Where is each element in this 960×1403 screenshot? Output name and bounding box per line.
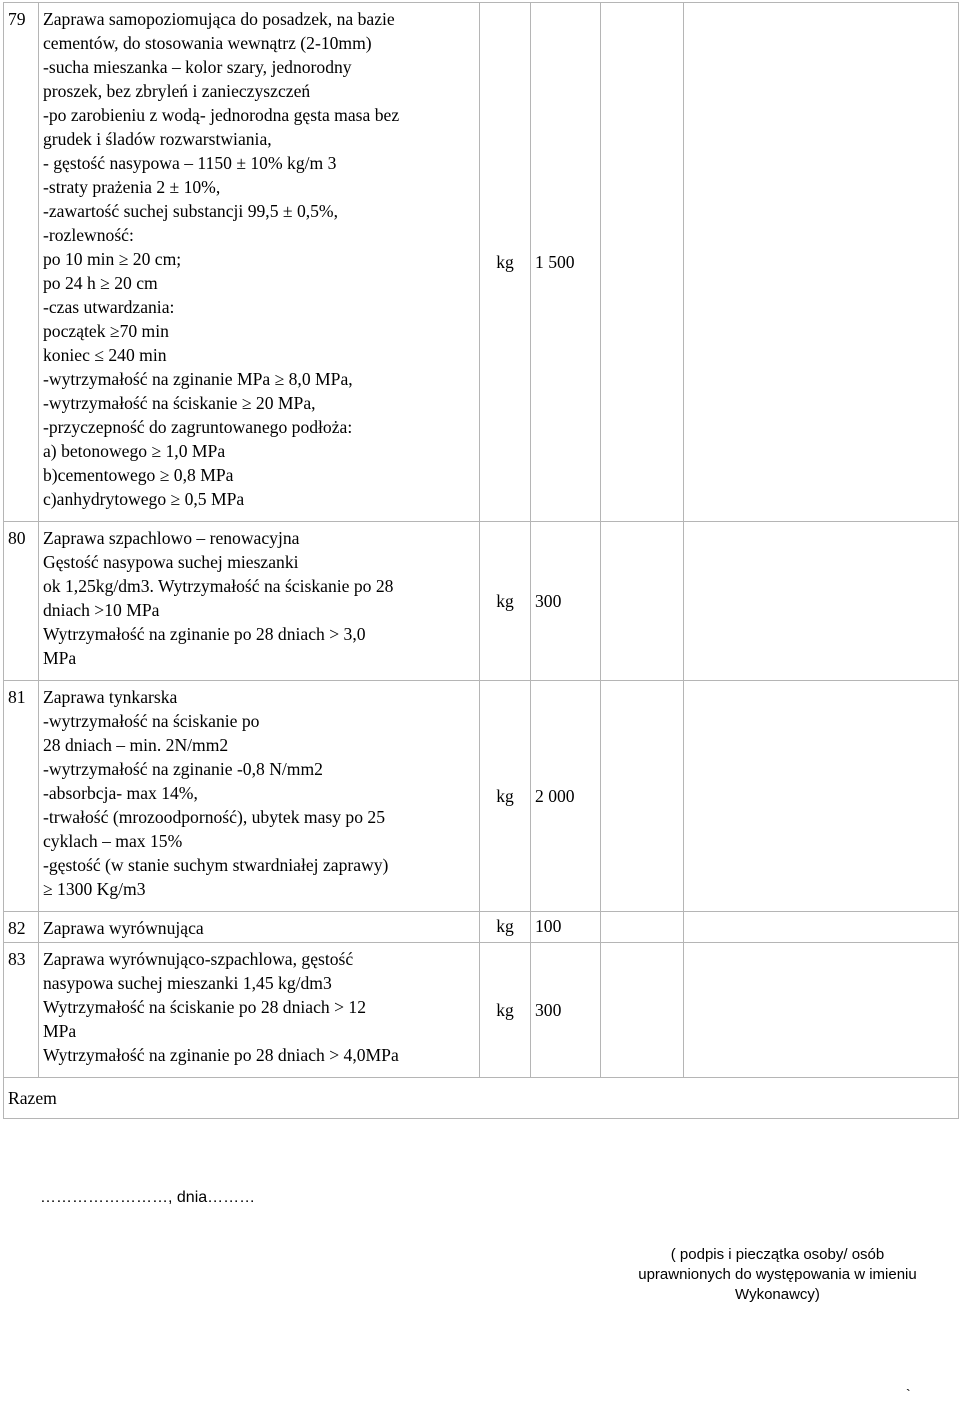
empty-cell bbox=[684, 3, 959, 522]
row-number: 79 bbox=[4, 3, 39, 522]
row-description: Zaprawa wyrównująco-szpachlowa, gęstość nasypowa suchej mieszanki 1,45 kg/dm3 Wytrzymałość na ściskanie po 28 dniach > 12 MPa Wytrzymałość na zginanie po 28 dniach > 4,0MPa bbox=[39, 943, 480, 1078]
row-quantity: 100 bbox=[531, 912, 601, 943]
signature-caption: ( podpis i pieczątka osoby/ osób uprawnionych do występowania w imieniu Wykonawcy) bbox=[638, 1246, 917, 1303]
row-unit: kg bbox=[480, 912, 531, 943]
row-unit: kg bbox=[480, 3, 531, 522]
row-number: 82 bbox=[4, 912, 39, 943]
table-row bbox=[4, 522, 959, 681]
empty-cell bbox=[684, 522, 959, 681]
empty-cell bbox=[684, 943, 959, 1078]
row-description: Zaprawa samopoziomująca do posadzek, na bazie cementów, do stosowania wewnątrz (2-10mm) -sucha mieszanka – kolor szary, jednorodny proszek, bez zbryleń i zanieczyszczeń -po zarobieniu z wodą- jednorodna gęsta masa bez grudek i śladów rozwarstwiania, - gęstość nasypowa – 1150 ± 10% kg/m 3 -straty prażenia 2 ± 10%, -zawartość suchej substancji 99,5 ± 0,5%, -rozlewność: po 10 min ≥ 20 cm; po 24 h ≥ 20 cm -czas utwardzania: początek ≥70 min koniec ≤ 240 min -wytrzymałość na zginanie MPa ≥ 8,0 MPa, -wytrzymałość na ściskanie ≥ 20 MPa, -przyczepność do zagruntowanego podłoża: a) betonowego ≥ 1,0 MPa b)cementowego ≥ 0,8 MPa c)anhydrytowego ≥ 0,5 MPa bbox=[39, 3, 480, 522]
total-row bbox=[4, 1078, 959, 1119]
empty-cell bbox=[601, 681, 684, 912]
materials-table bbox=[3, 2, 959, 1119]
footer-mark: ` bbox=[906, 1386, 911, 1402]
row-quantity: 1 500 bbox=[531, 3, 601, 522]
row-quantity: 300 bbox=[531, 522, 601, 681]
table-row bbox=[4, 943, 959, 1078]
row-description: Zaprawa tynkarska -wytrzymałość na ściskanie po 28 dniach – min. 2N/mm2 -wytrzymałość na zginanie -0,8 N/mm2 -absorbcja- max 14%, -trwałość (mrozoodporność), ubytek masy po 25 cyklach – max 15% -gęstość (w stanie suchym stwardniałej zaprawy) ≥ 1300 Kg/m3 bbox=[39, 681, 480, 912]
row-unit: kg bbox=[480, 943, 531, 1078]
empty-cell bbox=[601, 912, 684, 943]
empty-cell bbox=[601, 522, 684, 681]
row-description: Zaprawa szpachlowo – renowacyjna Gęstość nasypowa suchej mieszanki ok 1,25kg/dm3. Wytrzymałość na ściskanie po 28 dniach >10 MPa Wytrzymałość na zginanie po 28 dniach > 3,0 MPa bbox=[39, 522, 480, 681]
row-number: 83 bbox=[4, 943, 39, 1078]
row-quantity: 2 000 bbox=[531, 681, 601, 912]
row-number: 81 bbox=[4, 681, 39, 912]
empty-cell bbox=[601, 943, 684, 1078]
row-quantity: 300 bbox=[531, 943, 601, 1078]
row-description: Zaprawa wyrównująca bbox=[39, 912, 480, 943]
empty-cell bbox=[601, 3, 684, 522]
table-row bbox=[4, 681, 959, 912]
row-unit: kg bbox=[480, 681, 531, 912]
row-number: 80 bbox=[4, 522, 39, 681]
empty-cell bbox=[684, 681, 959, 912]
table-row bbox=[4, 3, 959, 522]
total-label: Razem bbox=[4, 1078, 959, 1119]
place-date-line: ……………………, dnia……… bbox=[40, 1189, 256, 1206]
row-unit: kg bbox=[480, 522, 531, 681]
empty-cell bbox=[684, 912, 959, 943]
table-row bbox=[4, 912, 959, 943]
